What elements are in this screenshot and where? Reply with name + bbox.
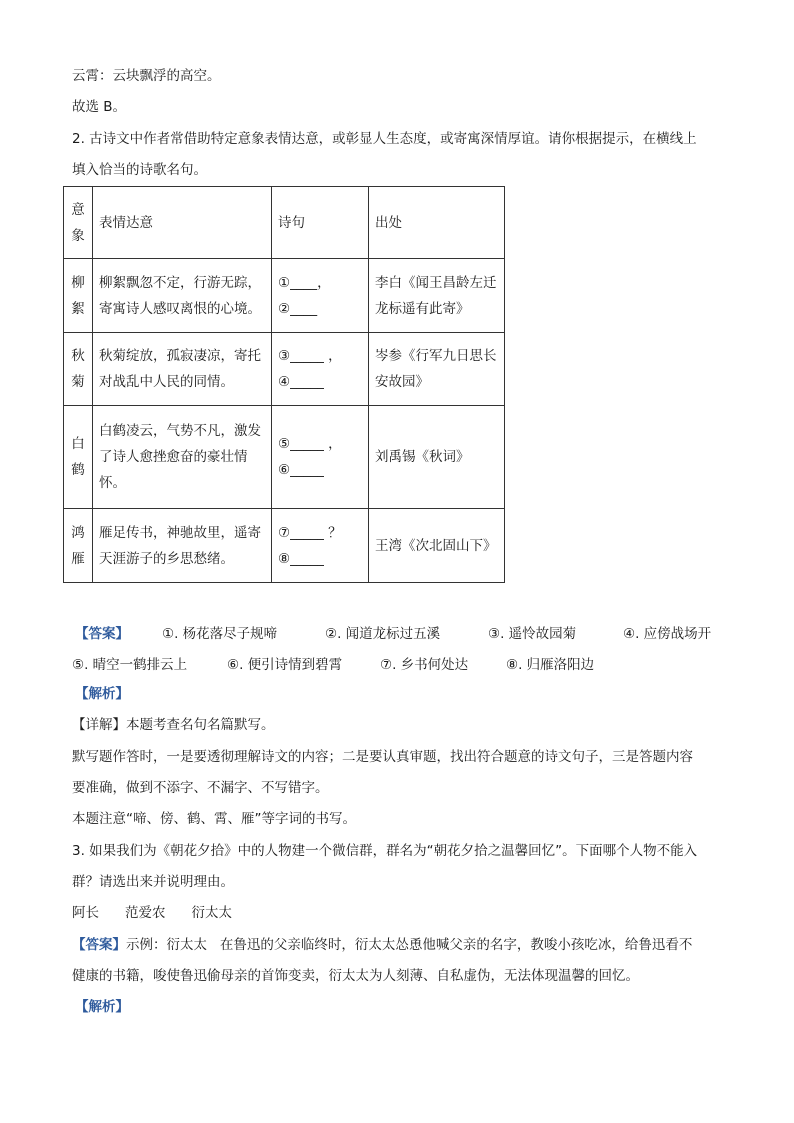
table-row xyxy=(64,406,505,509)
answer-item: ①. 杨花落尽子规啼 xyxy=(162,626,278,642)
detail-line xyxy=(72,715,275,735)
answer-item: ⑤. 晴空一鹤排云上 xyxy=(72,657,188,673)
answer-item: ②. 闻道龙标过五溪 xyxy=(325,626,441,642)
analysis-label: 【解析】 xyxy=(75,686,129,702)
question-3-stem: 3. 如果我们为《朝花夕拾》中的人物建一个微信群，群名为“朝花夕拾之温馨回忆”。下面哪个人物不能入 xyxy=(72,843,698,859)
table-cell-source: 刘禹锡《秋词》 xyxy=(369,406,505,509)
table-cell-image: 秋 菊 xyxy=(64,333,93,406)
table-cell-poem: ①____， ②____ xyxy=(272,259,369,333)
detail-label: 【详解】 xyxy=(72,717,126,733)
table-cell-source: 李白《闻王昌龄左迁 龙标遥有此寄》 xyxy=(369,259,505,333)
text-line: 健康的书籍，唆使鲁迅偷母亲的首饰变卖，衍太太为人刻薄、自私虚伪，无法体现温馨的回忆。 xyxy=(72,968,639,984)
table-cell-meaning: 雁足传书，神驰故里，遥寄 天涯游子的乡思愁绪。 xyxy=(93,509,272,583)
table-cell-meaning: 柳絮飘忽不定，行游无踪， 寄寓诗人感叹离恨的心境。 xyxy=(93,259,272,333)
table-cell-image: 柳 絮 xyxy=(64,259,93,333)
table-row xyxy=(64,333,505,406)
people-list xyxy=(72,903,258,923)
table-cell-meaning: 秋菊绽放，孤寂凄凉，寄托 对战乱中人民的同情。 xyxy=(93,333,272,406)
text-line: 要准确，做到不添字、不漏字、不写错字。 xyxy=(72,780,329,796)
table-cell-image: 白 鹤 xyxy=(64,406,93,509)
table-row xyxy=(64,259,505,333)
table-header-cell: 意 象 xyxy=(64,187,93,259)
question-2-stem: 填入恰当的诗歌名句。 xyxy=(72,162,207,178)
person-option: 范爱农 xyxy=(125,905,166,921)
table-cell-source: 岑参《行军九日思长 安故园》 xyxy=(369,333,505,406)
analysis-label: 【解析】 xyxy=(75,999,129,1015)
text-line: 云霄：云块飘浮的高空。 xyxy=(72,68,221,84)
table-row xyxy=(64,509,505,583)
answer-3-line xyxy=(72,935,692,955)
answer-item: ⑧. 归雁洛阳边 xyxy=(506,657,595,673)
table-header-cell: 表情达意 xyxy=(93,187,272,259)
answer-item: ⑥. 便引诗情到碧霄 xyxy=(227,657,343,673)
person-option: 阿长 xyxy=(72,905,99,921)
answer-label: 【答案】 xyxy=(72,937,126,953)
table-cell-poem: ③_____ ， ④_____ xyxy=(272,333,369,406)
detail-text: 本题考查名句名篇默写。 xyxy=(126,717,275,733)
text-line: 本题注意“啼、傍、鹤、霄、雁”等字词的书写。 xyxy=(72,811,356,827)
table-cell-poem: ⑦_____ ？ ⑧_____ xyxy=(272,509,369,583)
table-header-row xyxy=(64,187,505,259)
answer-item: ④. 应傍战场开 xyxy=(623,626,712,642)
answer-text: 示例：衍太太 在鲁迅的父亲临终时，衍太太怂恿他喊父亲的名字，教唆小孩吃冰，给鲁迅看不 xyxy=(126,937,693,953)
person-option: 衍太太 xyxy=(191,905,232,921)
table-cell-meaning: 白鹤凌云，气势不凡，激发 了诗人愈挫愈奋的豪壮情 怀。 xyxy=(93,406,272,509)
text-line: 故选 B。 xyxy=(72,99,127,115)
table-cell-image: 鸿 雁 xyxy=(64,509,93,583)
answer-item: ⑦. 乡书何处达 xyxy=(380,657,469,673)
table-cell-source: 王湾《次北固山下》 xyxy=(369,509,505,583)
question-2-stem: 2. 古诗文中作者常借助特定意象表情达意，或彰显人生态度，或寄寓深情厚谊。请你根据提示，在横线上 xyxy=(72,131,697,147)
table-header-cell: 诗句 xyxy=(272,187,369,259)
answer-label: 【答案】 xyxy=(75,626,129,642)
table-cell-poem: ⑤_____ ， ⑥_____ xyxy=(272,406,369,509)
text-line: 默写题作答时，一是要透彻理解诗文的内容；二是要认真审题，找出符合题意的诗文句子，三是答题内容 xyxy=(72,749,693,765)
question-3-stem: 群？请选出来并说明理由。 xyxy=(72,874,234,890)
table-header-cell: 出处 xyxy=(369,187,505,259)
answer-item: ③. 遥怜故园菊 xyxy=(488,626,577,642)
poetry-table xyxy=(63,186,505,583)
